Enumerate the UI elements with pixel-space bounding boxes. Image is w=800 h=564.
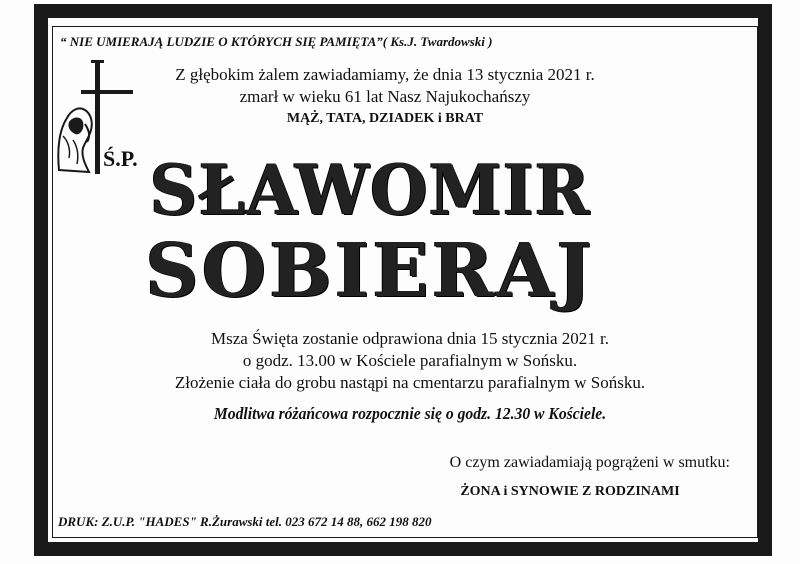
family-signature: ŻONA i SYNOWIE Z RODZINAMI xyxy=(460,484,680,499)
mass-line-3: Złożenie ciała do grobu nastąpi na cmentarzu parafialnym w Sońsku. xyxy=(174,373,646,392)
mass-details xyxy=(140,328,680,394)
mass-line-2: o godz. 13.00 w Kościele parafialnym w Sońsku. xyxy=(242,351,578,370)
announcement-line-2: zmarł w wieku 61 lat Nasz Najukochańszy xyxy=(239,87,531,106)
printer-credit: DRUK: Z.U.P. "HADES" R.Żurawski tel. 023 672 14 88, 662 198 820 xyxy=(58,514,432,529)
announcement xyxy=(150,64,620,130)
deceased-last-name: SOBIERAJ xyxy=(145,228,595,314)
motto-quote: “ NIE UMIERAJĄ LUDZIE O KTÓRYCH SIĘ PAMIĘTA”( Ks.J. Twardowski ) xyxy=(60,34,493,49)
deceased-first-name: SŁAWOMIR xyxy=(149,149,591,231)
relation-line: MĄŻ, TATA, DZIADEK i BRAT xyxy=(286,111,484,126)
sp-label: Ś.P. xyxy=(103,146,138,171)
announcement-line-1: Z głębokim żalem zawiadamiamy, że dnia 13 stycznia 2021 r. xyxy=(175,65,595,84)
mass-line-1: Msza Święta zostanie odprawiona dnia 15 stycznia 2021 r. xyxy=(211,329,609,348)
mourners-line: O czym zawiadamiają pogrążeni w smutku: xyxy=(449,454,730,471)
rosary-prayer-note: Modlitwa różańcowa rozpocznie się o godz. 12.30 w Kościele. xyxy=(213,404,607,423)
